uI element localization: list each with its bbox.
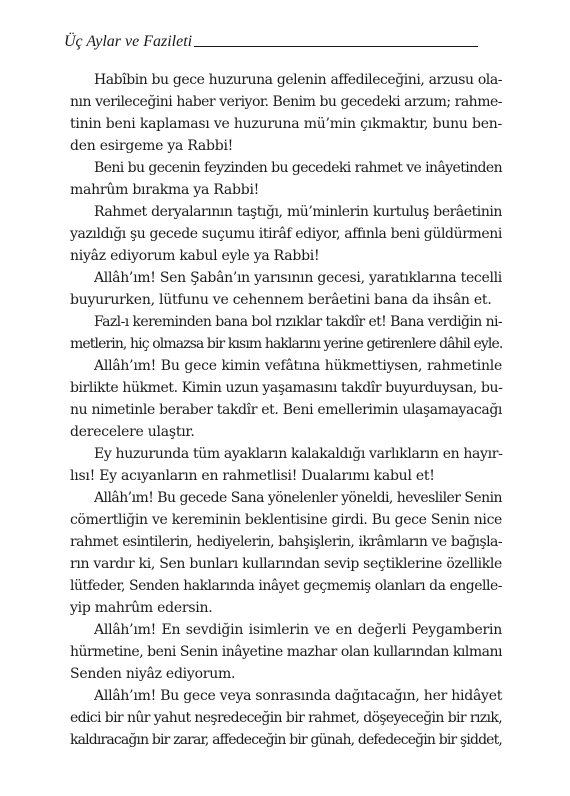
paragraph-first-line: Allâh’ım! Bu gece veya sonrasında dağıtacağın, her hidâyet bbox=[94, 688, 503, 704]
body-text bbox=[70, 69, 502, 751]
text-line: edici bir nûr yahut neşredeceğin bir rahmet, döşeyeceğin bir rızık, bbox=[70, 710, 502, 726]
paragraph-first-line: Allâh’ım! En sevdiğin isimlerin ve en değerli Peygamberin bbox=[94, 622, 502, 638]
text-line: hürmetine, beni Senin inâyetine mazhar olan kullarından kılmanı bbox=[70, 644, 502, 660]
paragraph-first-line: Allâh’ım! Bu gecede Sana yönelenler yöneldi, hevesliler Senin bbox=[94, 490, 502, 506]
text-line: lısı! Ey acıyanların en rahmetlisi! Dualarımı kabul et! bbox=[70, 468, 435, 484]
text-line: metlerin, hiç olmazsa bir kısım haklarını yerine getirenlere dâhil eyle. bbox=[70, 336, 503, 352]
text-line: Senden niyâz ediyorum. bbox=[70, 666, 236, 682]
text-line: yip mahrûm edersin. bbox=[70, 600, 213, 616]
paragraph-first-line: Fazl-ı kereminden bana bol rızıklar takdîr et! Bana verdiğin ni- bbox=[94, 314, 502, 330]
running-header-title: Üç Aylar ve Fazileti bbox=[64, 33, 193, 50]
text-line: derecelere ulaştır. bbox=[70, 424, 195, 440]
paragraph-first-line: Ey huzurunda tüm ayakların kalakaldığı varlıkların en hayır- bbox=[94, 446, 503, 462]
text-line: rahmet esintilerin, hediyelerin, bahşişlerin, ikrâmların ve bağışla- bbox=[70, 534, 502, 550]
text-line: niyâz ediyorum kabul eyle ya Rabbi! bbox=[70, 248, 320, 264]
text-line: kaldıracağın bir zarar, affedeceğin bir günah, defedeceğin bir şiddet, bbox=[70, 732, 502, 748]
text-line: tinin beni kaplaması ve huzuruna mü’min çıkmaktır, bunu ben- bbox=[70, 116, 502, 132]
paragraph-first-line: Beni bu gecenin feyzinden bu gecedeki rahmet ve inâyetinden bbox=[94, 160, 502, 176]
paragraph-first-line: Allâh’ım! Bu gece kimin vefâtına hükmettiysen, rahmetinle bbox=[94, 358, 502, 374]
paragraph-first-line: Habîbin bu gece huzuruna gelenin affedileceğini, arzusu ola- bbox=[94, 72, 502, 88]
text-line: rın vardır ki, Sen bunları kullarından sevip seçtiklerine özellikle bbox=[70, 556, 502, 572]
text-line: birlikte hükmet. Kimin uzun yaşamasını takdîr buyurduysan, bu- bbox=[70, 380, 503, 396]
text-line: nın verileceğini haber veriyor. Benim bu gecedeki arzum; rahme- bbox=[70, 94, 502, 110]
paragraph-first-line: Rahmet deryalarının taştığı, mü’minlerin kurtuluş berâetinin bbox=[94, 204, 502, 220]
running-header bbox=[64, 33, 478, 51]
text-line: nu nimetinle beraber takdîr et. Beni emellerimin ulaşamayacağı bbox=[70, 402, 502, 418]
paragraph-first-line: Allâh’ım! Sen Şabân’ın yarısının gecesi, yaratıklarına tecelli bbox=[94, 270, 502, 286]
text-line: cömertliğin ve kereminin beklentisine girdi. Bu gece Senin nice bbox=[70, 512, 502, 528]
text-line: lütfeder, Senden haklarında inâyet geçmemiş olanları da engelle- bbox=[70, 578, 502, 594]
header-rule bbox=[194, 46, 478, 47]
text-line: den esirgeme ya Rabbi! bbox=[70, 138, 234, 154]
text-line: buyururken, lütfunu ve cehennem berâetini bana da ihsân et. bbox=[70, 292, 492, 308]
text-line: mahrûm bırakma ya Rabbi! bbox=[70, 182, 260, 198]
text-line: yazıldığı şu gecede suçumu itirâf ediyor, affınla beni güldürmeni bbox=[70, 226, 502, 242]
